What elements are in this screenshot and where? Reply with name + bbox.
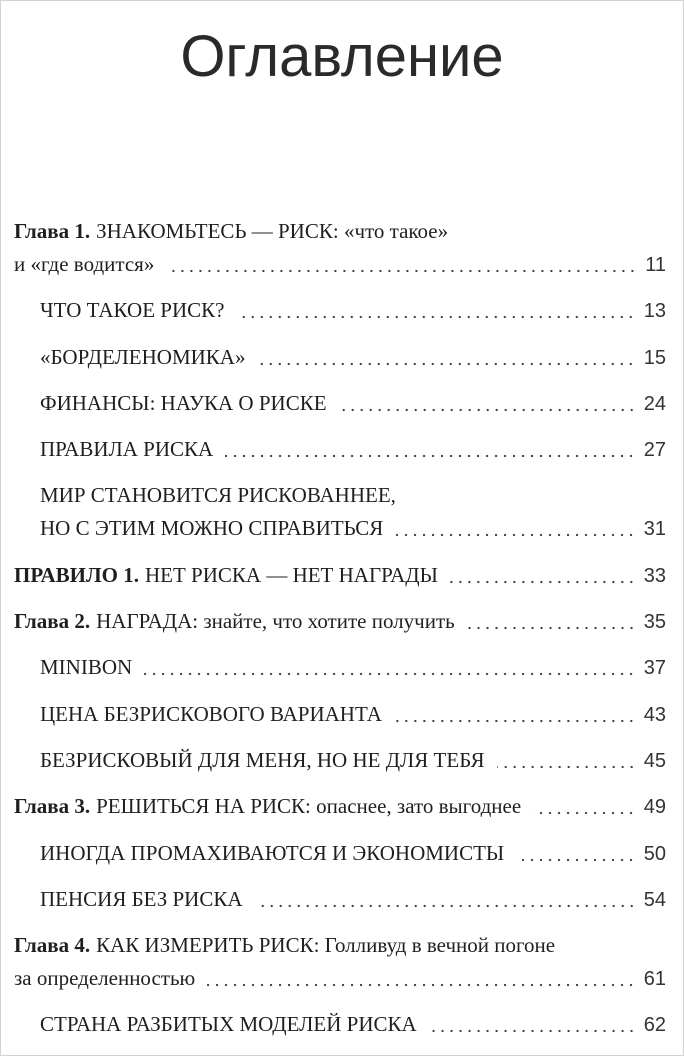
toc-entry-title-text: НЕТ РИСКА — НЕТ НАГРАДЫ xyxy=(144,562,438,587)
toc-section-entry xyxy=(14,698,666,731)
toc-page-number: 24 xyxy=(643,392,666,415)
toc-entry-title: «БОРДЕЛЕНОМИКА» xyxy=(40,344,246,369)
toc-entry-title: и «где водится» xyxy=(14,252,155,276)
toc-entry-title-text: РЕШИТЬСЯ НА РИСК: опаснее, зато выгоднее xyxy=(96,794,522,819)
toc-entry-line xyxy=(40,433,666,466)
dot-leader xyxy=(394,698,636,731)
toc-page-number: 54 xyxy=(643,888,666,911)
toc-page-number: 45 xyxy=(643,749,666,772)
toc-entry-title: НО С ЭТИМ МОЖНО СПРАВИТЬСЯ xyxy=(40,516,384,541)
toc-entry-title: БЕЗРИСКОВЫЙ ДЛЯ МЕНЯ, НО НЕ ДЛЯ ТЕБЯ xyxy=(40,747,485,772)
toc-page-number: 15 xyxy=(643,346,666,369)
toc-page-number: 35 xyxy=(643,611,666,634)
toc-entry-title: за определенностью xyxy=(14,966,196,991)
toc-entry-line xyxy=(40,744,666,777)
toc-entry-title: MINIBON xyxy=(40,655,133,680)
toc-entry-line xyxy=(40,698,666,731)
toc-entry-title: ИНОГДА ПРОМАХИВАЮТСЯ И ЭКОНОМИСТЫ xyxy=(40,840,505,865)
dot-leader xyxy=(339,387,636,420)
toc-section-entry xyxy=(14,433,666,466)
toc-page-number: 31 xyxy=(643,518,666,541)
table-of-contents xyxy=(14,215,666,1041)
toc-page-number: 27 xyxy=(643,439,666,462)
toc-entry-line xyxy=(40,479,666,512)
toc-entry-title-text: НАГРАДА: знайте, что хотите получить xyxy=(96,609,455,634)
dot-leader xyxy=(450,559,636,592)
dot-leader xyxy=(516,837,636,870)
toc-section-entry xyxy=(14,387,666,420)
dot-leader xyxy=(497,744,636,777)
toc-section-entry xyxy=(14,479,666,545)
toc-chapter-entry xyxy=(14,929,666,995)
toc-page-number: 61 xyxy=(643,968,666,991)
toc-entry-prefix: Глава 2. xyxy=(14,609,91,634)
dot-leader xyxy=(533,790,636,823)
toc-entry-line xyxy=(14,929,666,962)
toc-entry-title: ПРАВИЛА РИСКА xyxy=(40,437,214,462)
dot-leader xyxy=(255,883,636,916)
toc-chapter-entry xyxy=(14,790,666,823)
toc-section-entry xyxy=(14,651,666,684)
toc-entry-line xyxy=(14,962,666,995)
toc-entry-line xyxy=(40,387,666,420)
toc-entry-line xyxy=(14,605,666,638)
toc-chapter-entry xyxy=(14,605,666,638)
toc-entry-title xyxy=(14,559,438,592)
toc-entry-title: СТРАНА РАЗБИТЫХ МОДЕЛЕЙ РИСКА xyxy=(40,1012,417,1037)
dot-leader xyxy=(207,962,636,995)
toc-entry-title xyxy=(14,790,521,823)
toc-page-number: 43 xyxy=(643,703,666,726)
toc-entry-line xyxy=(40,294,666,327)
toc-entry-line xyxy=(14,790,666,823)
toc-entry-prefix: ПРАВИЛО 1. xyxy=(14,562,139,587)
dot-leader xyxy=(429,1008,636,1041)
toc-entry-title xyxy=(14,605,455,638)
toc-entry-title: МИР СТАНОВИТСЯ РИСКОВАННЕЕ, xyxy=(40,483,396,508)
dot-leader xyxy=(144,651,636,684)
toc-entry-title: ЧТО ТАКОЕ РИСК? xyxy=(40,298,225,323)
toc-section-entry xyxy=(14,1008,666,1041)
toc-page-number: 33 xyxy=(643,564,666,587)
toc-page-number: 50 xyxy=(643,842,666,865)
toc-section-entry xyxy=(14,883,666,916)
toc-entry-line xyxy=(40,341,666,374)
toc-entry-title: ЗНАКОМЬТЕСЬ — РИСК: «что такое» xyxy=(96,219,449,243)
toc-entry-line xyxy=(40,651,666,684)
dot-leader xyxy=(395,512,636,545)
toc-section-entry xyxy=(14,744,666,777)
dot-leader xyxy=(166,248,637,281)
toc-section-entry xyxy=(14,294,666,327)
dot-leader xyxy=(257,341,635,374)
toc-entry-title: ФИНАНСЫ: НАУКА О РИСКЕ xyxy=(40,390,327,415)
toc-page-number: 13 xyxy=(643,300,666,323)
toc-chapter-entry xyxy=(14,215,666,281)
toc-section-entry xyxy=(14,341,666,374)
toc-entry-line xyxy=(40,1008,666,1041)
toc-entry-prefix: Глава 1. xyxy=(14,219,91,243)
toc-section-entry xyxy=(14,837,666,870)
toc-entry-prefix: Глава 3. xyxy=(14,794,91,819)
toc-entry-line xyxy=(40,512,666,545)
toc-entry-title: ПЕНСИЯ БЕЗ РИСКА xyxy=(40,886,243,911)
toc-entry-line xyxy=(40,837,666,870)
dot-leader xyxy=(236,294,635,327)
toc-entry-line xyxy=(14,215,666,248)
toc-entry-title: КАК ИЗМЕРИТЬ РИСК: Голливуд в вечной погоне xyxy=(96,933,556,958)
toc-entry-line xyxy=(40,883,666,916)
toc-entry-line xyxy=(14,248,666,281)
page-title: Оглавление xyxy=(180,24,504,89)
toc-page-number: 62 xyxy=(643,1014,666,1037)
dot-leader xyxy=(225,433,636,466)
dot-leader xyxy=(467,605,636,638)
toc-page-number: 11 xyxy=(645,254,666,276)
toc-entry-prefix: Глава 4. xyxy=(14,933,91,958)
toc-rule-entry xyxy=(14,559,666,592)
toc-page-number: 49 xyxy=(643,796,666,819)
toc-entry-line xyxy=(14,559,666,592)
toc-entry-title: ЦЕНА БЕЗРИСКОВОГО ВАРИАНТА xyxy=(40,701,382,726)
toc-page-number: 37 xyxy=(643,657,666,680)
